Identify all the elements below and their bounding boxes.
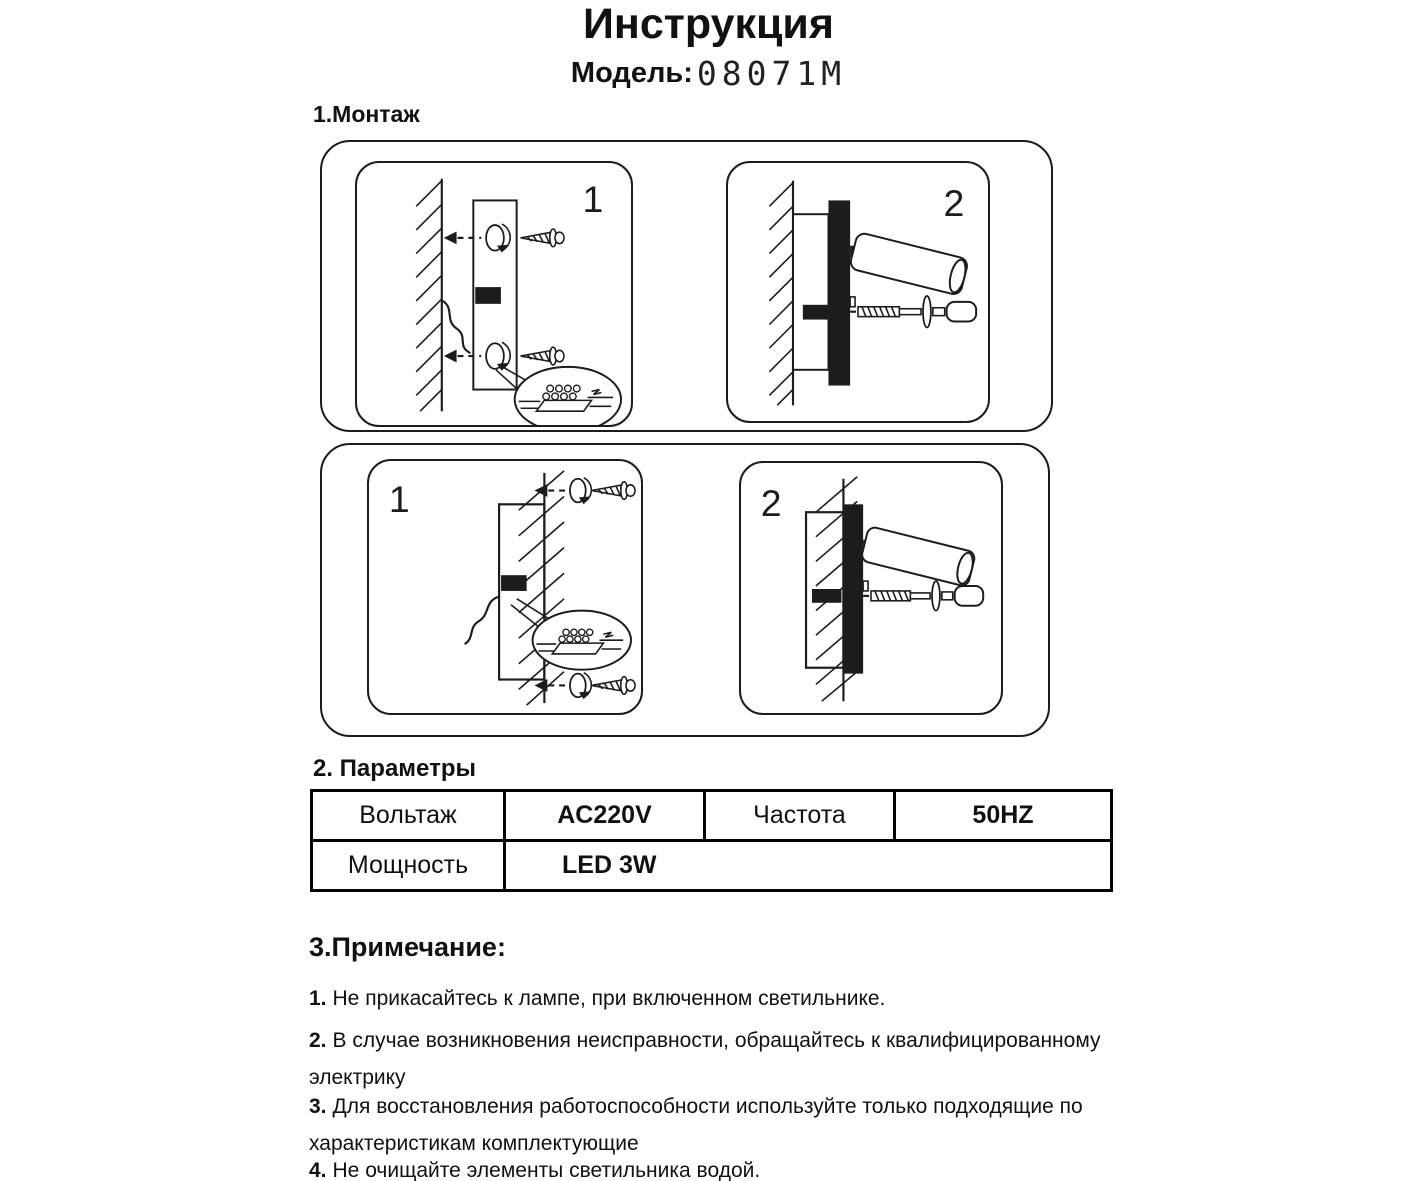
mounting-plate <box>793 214 828 370</box>
screw-boss <box>803 305 829 320</box>
note-item <box>309 1152 1109 1181</box>
screw-shaft <box>899 309 921 315</box>
washer-flange <box>932 581 940 611</box>
step-number: 1 <box>388 478 410 521</box>
note-item <box>309 1088 1109 1162</box>
model-label: Модель: <box>570 57 693 89</box>
power-value-cell: LED 3W <box>505 841 1112 891</box>
mounting-diagram-step1-alt <box>369 461 641 713</box>
knob <box>955 586 984 606</box>
power-wire <box>443 301 471 353</box>
fixture-base-bar <box>828 200 850 385</box>
voltage-value-cell: AC220V <box>505 791 705 841</box>
mounting-diagram-step2-alt <box>741 463 1001 713</box>
plate-slot <box>475 287 501 304</box>
knob <box>947 302 977 322</box>
plate-slot <box>501 575 527 591</box>
wall-hatching <box>769 183 793 406</box>
parameters-heading: 2. Параметры <box>313 755 476 782</box>
power-wire <box>465 597 498 644</box>
bar-notch <box>863 581 868 591</box>
bar-notch <box>850 297 855 307</box>
table-row <box>312 791 1112 841</box>
lamp-cylinder <box>849 232 969 296</box>
notes-heading: 3.Примечание: <box>309 932 506 962</box>
step-number: 1 <box>582 178 604 221</box>
note-number: 3. <box>309 1095 327 1118</box>
montage-heading: 1.Монтаж <box>313 101 420 127</box>
screw-collar <box>933 308 945 316</box>
wall-hatching <box>416 181 442 411</box>
threaded-screw <box>871 591 910 601</box>
table-row <box>312 841 1112 891</box>
model-line <box>0 54 1417 93</box>
threaded-screw <box>858 307 899 317</box>
step-number: 2 <box>760 482 782 525</box>
note-text: Не прикасайтесь к лампе, при включенном светильнике. <box>332 987 886 1010</box>
screw-boss <box>812 589 842 603</box>
screw-shaft <box>910 593 930 599</box>
note-text: Для восстановления работоспособности используйте только подходящие по характеристикам комплектующие <box>309 1095 1083 1155</box>
lamp-cylinder <box>860 526 976 587</box>
note-text: Не очищайте элементы светильника водой. <box>332 1159 761 1181</box>
page-title: Инструкция <box>583 0 834 48</box>
note-item <box>309 1022 1109 1096</box>
parameters-table <box>310 789 1113 892</box>
fixture-base-bar <box>843 504 863 673</box>
note-text: В случае возникновения неисправности, обращайтесь к квалифицированному электрику <box>309 1029 1101 1089</box>
note-number: 1. <box>309 987 327 1010</box>
note-number: 4. <box>309 1159 327 1181</box>
montage-group-2 <box>320 443 1050 737</box>
power-label-cell: Мощность <box>312 841 505 891</box>
montage-step2-panel-alt <box>739 461 1003 715</box>
step-number: 2 <box>943 182 965 225</box>
mounting-diagram-step1 <box>357 163 631 425</box>
model-value: 08071M <box>696 54 847 93</box>
montage-step1-panel-alt <box>367 459 643 715</box>
montage-group-1 <box>320 140 1053 432</box>
mounting-diagram-step2 <box>728 163 988 421</box>
screw-collar <box>942 592 953 600</box>
montage-step2-panel <box>726 161 990 423</box>
washer-flange <box>923 296 931 328</box>
note-item <box>309 980 1109 1017</box>
frequency-value-cell: 50HZ <box>895 791 1112 841</box>
frequency-label-cell: Частота <box>705 791 895 841</box>
montage-step1-panel <box>355 161 633 427</box>
voltage-label-cell: Вольтаж <box>312 791 505 841</box>
note-number: 2. <box>309 1029 327 1052</box>
